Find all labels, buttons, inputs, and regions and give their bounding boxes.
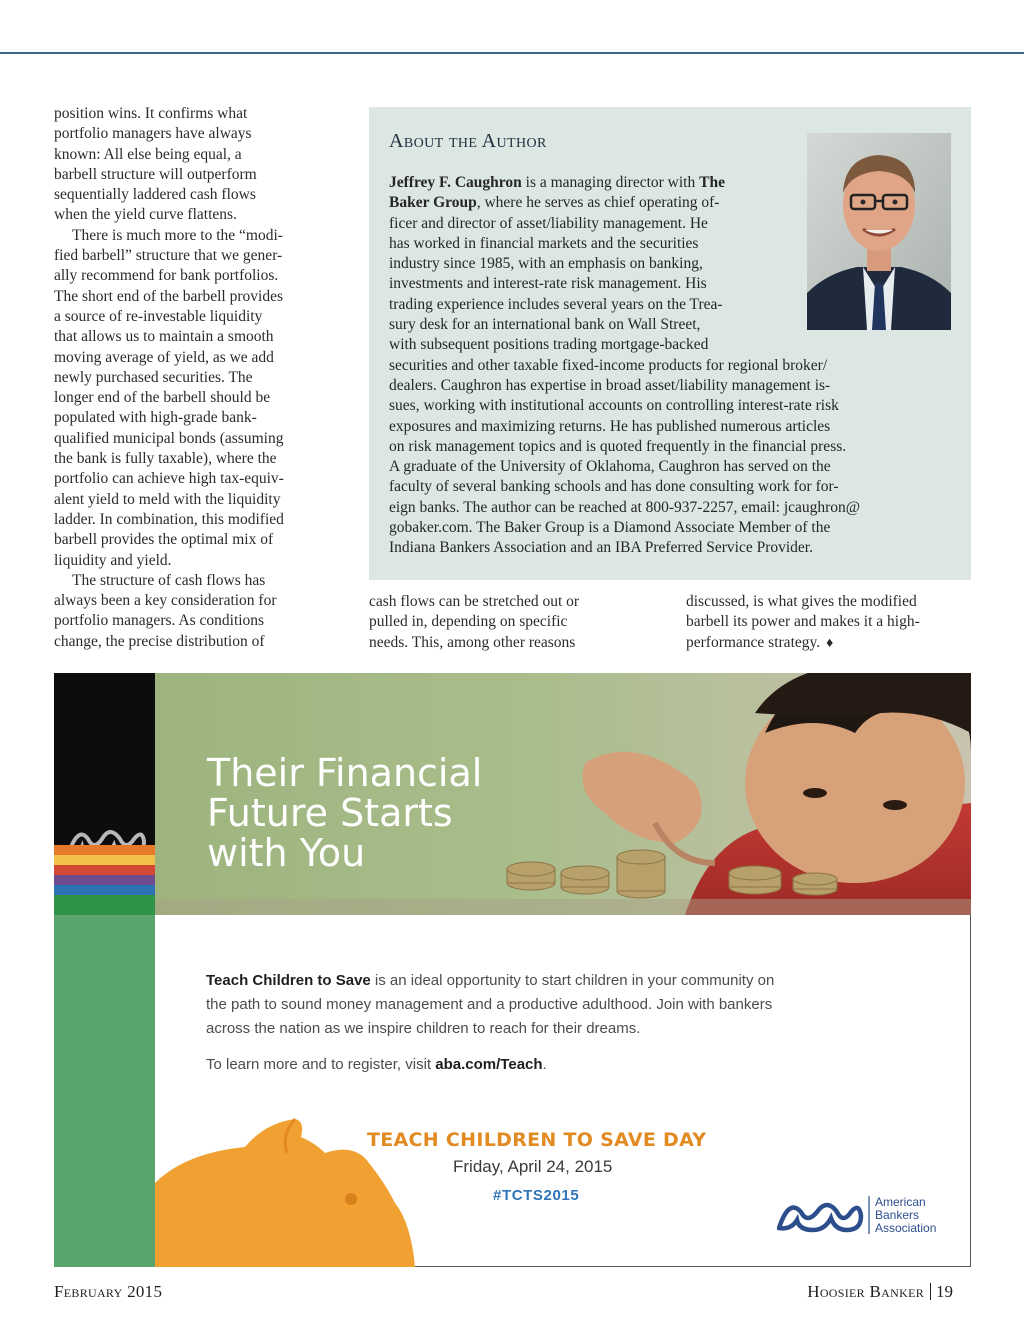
text-line: when the yield curve flattens. xyxy=(54,206,237,224)
text-line: portfolio managers. As conditions xyxy=(54,612,265,630)
text-line: Indiana Bankers Association and an IBA Preferred Service Provider. xyxy=(389,539,813,557)
text-span: is an ideal opportunity to start children in your community on xyxy=(370,972,775,989)
text-span: is a managing director with xyxy=(521,174,700,191)
text-line: needs. This, among other reasons xyxy=(369,633,576,651)
article-column-right xyxy=(686,592,976,654)
text-line: The short end of the barbell provides xyxy=(54,287,283,305)
text-line: There is much more to the “modi- xyxy=(72,226,283,244)
text-line: sues, working with institutional accounts on controlling interest-rate risk xyxy=(389,397,839,415)
ad-stripe-blue xyxy=(54,885,155,895)
ad-body-text xyxy=(206,969,906,1089)
text-line: a source of re-investable liquidity xyxy=(54,307,263,325)
text-line: fied barbell” structure that we gener- xyxy=(54,247,283,265)
author-name: Jeffrey F. Caughron xyxy=(389,174,522,191)
text-line: ficer and director of asset/liability management. He xyxy=(389,214,708,232)
text-span: To learn more and to register, visit xyxy=(206,1056,436,1073)
text-line: ally recommend for bank portfolios. xyxy=(54,267,279,285)
text-span: . xyxy=(542,1056,547,1073)
text-line: barbell its power and makes it a high- xyxy=(686,613,920,631)
company-name: Baker Group xyxy=(389,194,477,212)
text-line: eign banks. The author can be reached at 800-937-2257, email: jcaughron@ xyxy=(389,498,861,516)
text-line: moving average of yield, as we add xyxy=(54,348,274,366)
text-line: across the nation as we inspire children to reach for their dreams. xyxy=(206,1020,641,1037)
text-line: that allows us to maintain a smooth xyxy=(54,328,274,346)
text-line: trading experience includes several years on the Trea- xyxy=(389,295,723,313)
article-paragraph xyxy=(54,104,346,226)
ad-headline-line: Future Starts xyxy=(207,791,453,835)
register-link[interactable]: aba.com/Teach xyxy=(435,1056,543,1073)
header-rule xyxy=(0,52,1024,54)
text-line: newly purchased securities. The xyxy=(54,368,253,386)
text-line: always been a key consideration for xyxy=(54,592,277,610)
event-date: Friday, April 24, 2015 xyxy=(453,1157,613,1176)
text-line: portfolio can achieve high tax-equiv- xyxy=(54,470,284,488)
ad-stripe-green xyxy=(54,895,155,915)
text-line: sequentially laddered cash flows xyxy=(54,186,256,204)
ad-headline xyxy=(207,753,482,873)
text-line: longer end of the barbell should be xyxy=(54,389,271,407)
text-line: qualified municipal bonds (assuming xyxy=(54,429,284,447)
article-paragraph xyxy=(54,226,346,571)
text-line xyxy=(206,969,906,993)
logo-word: American xyxy=(875,1195,926,1209)
ad-headline-line: with You xyxy=(207,831,366,875)
text-line: barbell provides the optimal mix of xyxy=(54,531,274,549)
text-line: has worked in financial markets and the securities xyxy=(389,234,699,252)
text-line: ladder. In combination, this modified xyxy=(54,510,284,528)
text-line: pulled in, depending on specific xyxy=(369,613,568,631)
text-line: sury desk for an international bank on Wall Street, xyxy=(389,316,701,334)
text-span: performance strategy. xyxy=(686,633,821,651)
end-of-article-diamond-icon: ♦ xyxy=(826,635,834,651)
page-footer xyxy=(807,1282,953,1302)
text-line xyxy=(686,633,976,654)
event-hashtag[interactable]: #TCTS2015 xyxy=(493,1187,580,1204)
article-column-middle xyxy=(369,592,659,653)
ad-left-green-panel xyxy=(54,915,155,1267)
footer-divider xyxy=(930,1283,931,1300)
text-line: alent yield to meld with the liquidity xyxy=(54,490,281,508)
text-line: faculty of several banking schools and has done consulting work for for- xyxy=(389,478,839,496)
text-line: exposures and maximizing returns. He has published numerous articles xyxy=(389,417,831,435)
article-paragraph xyxy=(54,571,346,652)
text-line: change, the precise distribution of xyxy=(54,632,265,650)
text-line: industry since 1985, with an emphasis on banking, xyxy=(389,255,703,273)
text-line: on risk management topics and is quoted frequently in the financial press. xyxy=(389,437,847,455)
text-line: gobaker.com. The Baker Group is a Diamond Associate Member of the xyxy=(389,519,831,537)
text-line: cash flows can be stretched out or xyxy=(369,593,580,610)
event-title: TEACH CHILDREN TO SAVE DAY xyxy=(367,1129,707,1151)
company-name: The xyxy=(699,174,725,191)
text-line: barbell structure will outperform xyxy=(54,165,257,183)
text-line: with subsequent positions trading mortgage-backed xyxy=(389,336,709,354)
ad-register-paragraph xyxy=(206,1053,906,1077)
ad-stripe-orange xyxy=(54,845,155,855)
text-line: A graduate of the University of Oklahoma, Caughron has served on the xyxy=(389,458,831,476)
text-line: the path to sound money management and a productive adulthood. Join with bankers xyxy=(206,996,773,1013)
article-column-left xyxy=(54,104,346,652)
text-line: dealers. Caughron has expertise in broad asset/liability management is- xyxy=(389,376,831,394)
text-line: known: All else being equal, a xyxy=(54,145,242,163)
text-line: populated with high-grade bank- xyxy=(54,409,257,427)
issue-date: February 2015 xyxy=(54,1282,163,1301)
about-author-heading: About the Author xyxy=(389,130,547,152)
text-line: liquidity and yield. xyxy=(54,551,172,569)
text-line: discussed, is what gives the modified xyxy=(686,593,917,610)
logo-word: Association xyxy=(875,1221,937,1235)
program-name: Teach Children to Save xyxy=(206,972,371,989)
ad-left-black-panel xyxy=(54,673,155,845)
text-line xyxy=(389,193,959,213)
publication-name: Hoosier Banker xyxy=(807,1282,924,1301)
page-number: 19 xyxy=(936,1282,953,1301)
text-span: , where he serves as chief operating of- xyxy=(476,194,720,212)
ad-stripe-yellow xyxy=(54,855,155,865)
text-line: The structure of cash flows has xyxy=(72,571,266,589)
ad-headline-line: Their Financial xyxy=(207,751,483,795)
text-line: investments and interest-rate risk management. His xyxy=(389,275,707,293)
text-line: securities and other taxable fixed-income products for regional broker/ xyxy=(389,356,828,374)
ad-paragraph xyxy=(206,969,906,1041)
text-line: portfolio managers have always xyxy=(54,125,252,143)
text-line: the bank is fully taxable), where the xyxy=(54,450,277,468)
text-line: position wins. It confirms what xyxy=(54,105,248,122)
text-line xyxy=(389,173,959,193)
advertisement[interactable] xyxy=(54,673,971,1267)
ad-stripe-purple xyxy=(54,875,155,885)
author-bio xyxy=(389,173,959,559)
ad-stripe-red xyxy=(54,865,155,875)
american-bankers-association-logo xyxy=(777,1190,957,1238)
logo-word: Bankers xyxy=(875,1208,920,1222)
